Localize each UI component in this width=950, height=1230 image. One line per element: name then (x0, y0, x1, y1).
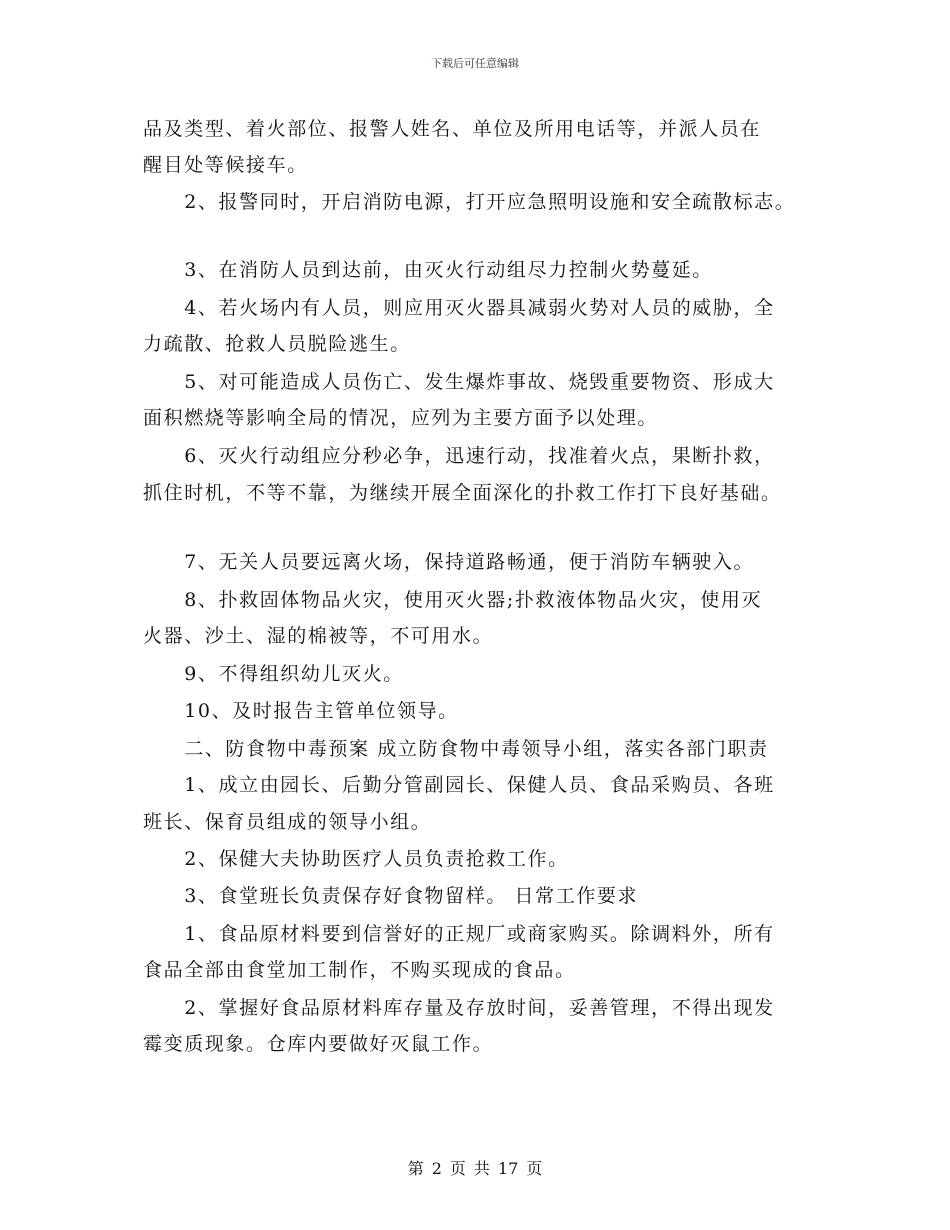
paragraph-line: 2、报警同时，开启消防电源，打开应急照明设施和安全疏散标志。 (143, 191, 796, 213)
paragraph-line: 2、掌握好食品原材料库存量及存放时间，妥善管理，不得出现发 (143, 997, 775, 1019)
total-pages-number: 17 (497, 1159, 519, 1178)
paragraph-line: 5、对可能造成人员伤亡、发生爆炸事故、烧毁重要物资、形成大 (143, 371, 775, 393)
paragraph-line: 3、食堂班长负责保存好食物留样。 日常工作要求 (143, 885, 639, 907)
paragraph-line: 8、扑救固体物品火灾，使用灭火器;扑救液体物品火灾，使用灭 (143, 589, 763, 611)
paragraph-line: 6、灭火行动组应分秒必争，迅速行动，找准着火点，果断扑救， (143, 445, 775, 467)
page-label-suffix: 页 (526, 1159, 543, 1178)
paragraph-line: 1、食品原材料要到信誉好的正规厂或商家购买。除调料外，所有 (143, 923, 775, 945)
paragraph-line: 力疏散、抢救人员脱险逃生。 (143, 333, 411, 355)
paragraph-line: 火器、沙土、湿的棉被等，不可用水。 (143, 625, 494, 647)
paragraph-line: 醒目处等候接车。 (143, 154, 308, 176)
paragraph-line: 抓住时机，不等不靠，为继续开展全面深化的扑救工作打下良好基础。 (143, 482, 782, 504)
current-page-number: 2 (431, 1159, 442, 1178)
page-header: 下载后可任意编辑 (431, 57, 519, 70)
paragraph-line: 3、在消防人员到达前，由灭火行动组尽力控制火势蔓延。 (143, 259, 713, 281)
paragraph-line: 10、及时报告主管单位领导。 (143, 700, 459, 722)
page-label-mid: 页 (449, 1159, 466, 1178)
page-label-prefix: 第 (407, 1159, 424, 1178)
paragraph-line: 食品全部由食堂加工制作，不购买现成的食品。 (143, 959, 576, 981)
page-footer (0, 1156, 950, 1179)
paragraph-line: 9、不得组织幼儿灭火。 (143, 663, 404, 685)
paragraph-line: 班长、保育员组成的领导小组。 (143, 811, 432, 833)
paragraph-line: 二、防食物中毒预案 成立防食物中毒领导小组，落实各部门职责 (143, 738, 769, 760)
total-label: 共 (473, 1159, 490, 1178)
paragraph-line: 面积燃烧等影响全局的情况，应列为主要方面予以处理。 (143, 407, 659, 429)
paragraph-line: 2、保健大夫协助医疗人员负责抢救工作。 (143, 848, 569, 870)
paragraph-line: 4、若火场内有人员，则应用灭火器具减弱火势对人员的威胁，全 (143, 297, 775, 319)
paragraph-line: 7、无关人员要远离火场，保持道路畅通，便于消防车辆驶入。 (143, 551, 755, 573)
paragraph-line: 品及类型、着火部位、报警人姓名、单位及所用电话等，并派人员在 (143, 118, 762, 140)
paragraph-line: 1、成立由园长、后勤分管副园长、保健人员、食品采购员、各班 (143, 774, 775, 796)
paragraph-line: 霉变质现象。仓库内要做好灭鼠工作。 (143, 1033, 494, 1055)
